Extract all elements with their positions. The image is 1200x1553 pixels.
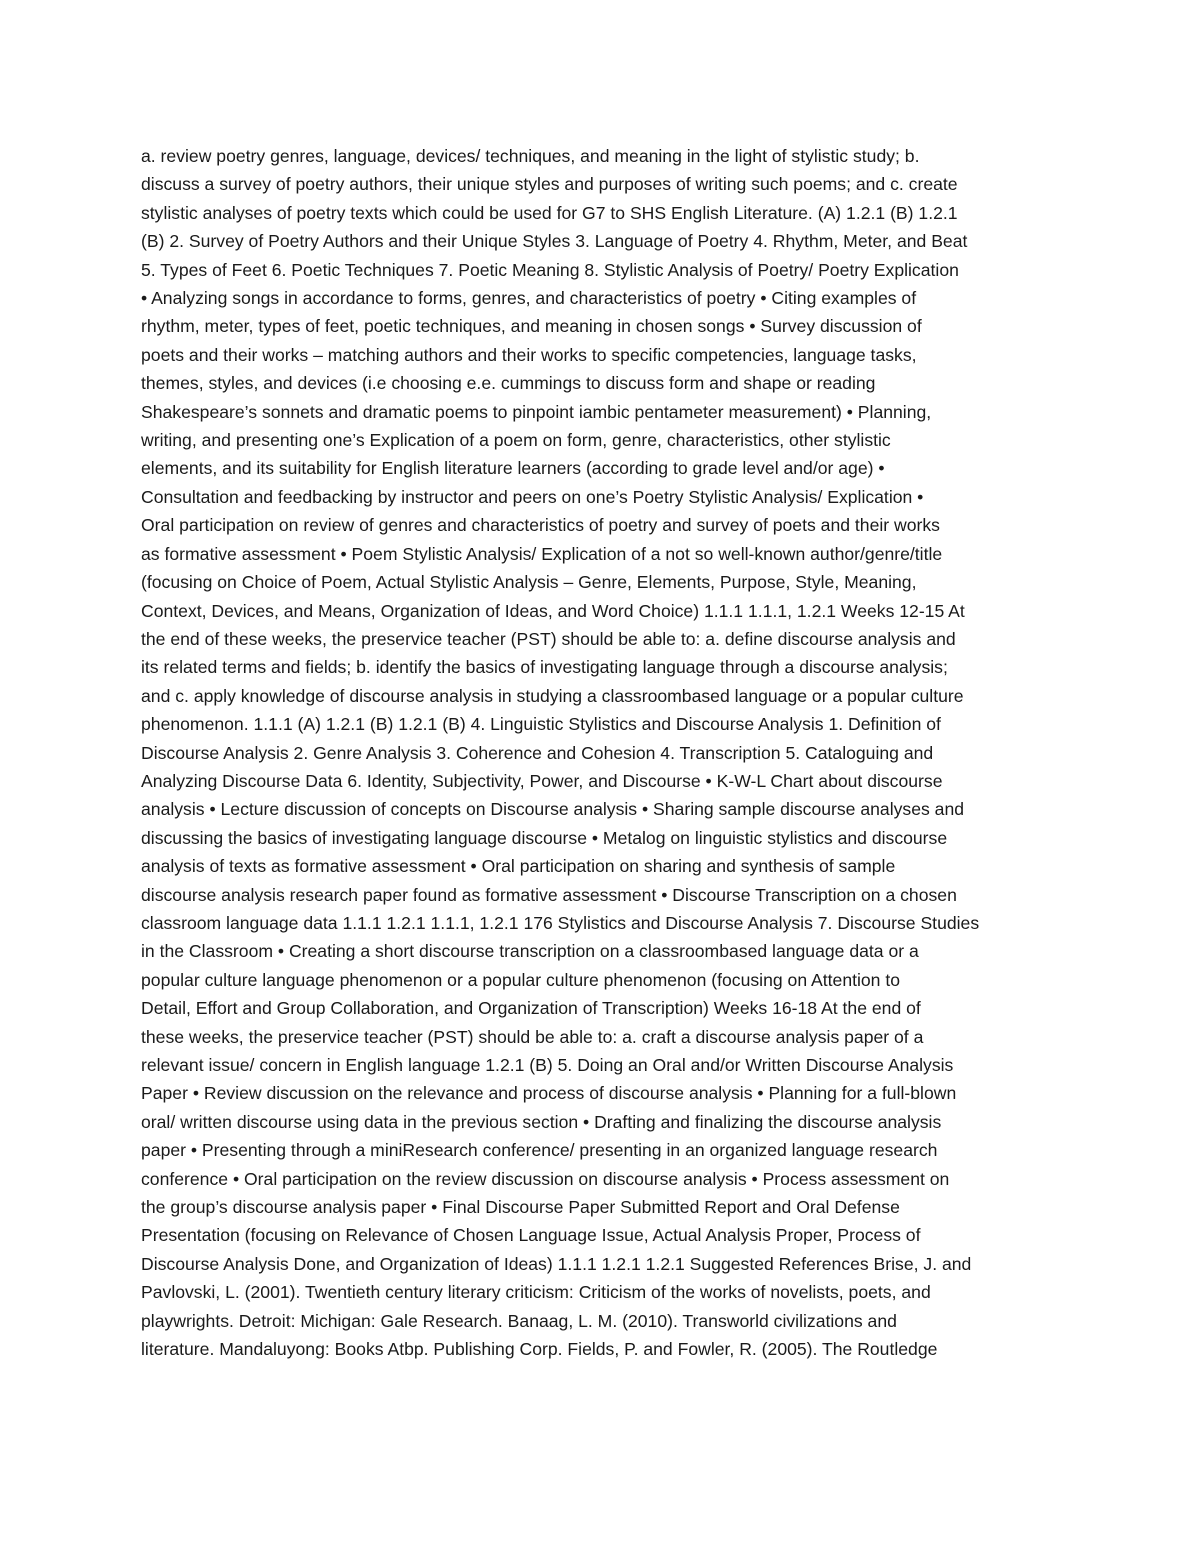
text-line: Discourse Analysis 2. Genre Analysis 3. Coherence and Cohesion 4. Transcription 5. Cataloguing and (141, 742, 934, 763)
text-line: (focusing on Choice of Poem, Actual Stylistic Analysis – Genre, Elements, Purpose, Style, Meaning, (141, 572, 917, 593)
text-line: popular culture language phenomenon or a popular culture phenomenon (focusing on Attention to (141, 969, 901, 990)
text-line: literature. Mandaluyong: Books Atbp. Publishing Corp. Fields, P. and Fowler, R. (2005). The Routledge (141, 1339, 938, 1360)
text-line: • Analyzing songs in accordance to forms, genres, and characteristics of poetry • Citing examples of (141, 288, 917, 309)
text-line: elements, and its suitability for English literature learners (according to grade level and/or age) • (141, 458, 885, 479)
text-line: Detail, Effort and Group Collaboration, and Organization of Transcription) Weeks 16-18 At the end of (141, 998, 921, 1019)
text-line: conference • Oral participation on the review discussion on discourse analysis • Process assessment on (141, 1168, 950, 1189)
text-line: themes, styles, and devices (i.e choosing e.e. cummings to discuss form and shape or reading (141, 373, 876, 394)
text-line: discuss a survey of poetry authors, their unique styles and purposes of writing such poems; and c. create (141, 174, 958, 195)
text-line: Consultation and feedbacking by instructor and peers on one’s Poetry Stylistic Analysis/ Explication • (141, 486, 924, 507)
text-line: Discourse Analysis Done, and Organization of Ideas) 1.1.1 1.2.1 1.2.1 Suggested References Brise, J. and (141, 1253, 972, 1274)
text-line: the end of these weeks, the preservice teacher (PST) should be able to: a. define discourse analysis and (141, 628, 956, 649)
text-line: as formative assessment • Poem Stylistic Analysis/ Explication of a not so well-known author/genre/title (141, 543, 943, 564)
text-line: Paper • Review discussion on the relevance and process of discourse analysis • Planning for a full-blown (141, 1083, 957, 1104)
text-line: 5. Types of Feet 6. Poetic Techniques 7. Poetic Meaning 8. Stylistic Analysis of Poetry/ Poetry Explication (141, 259, 959, 280)
text-line: writing, and presenting one’s Explication of a poem on form, genre, characteristics, other stylistic (141, 430, 891, 451)
text-line: Analyzing Discourse Data 6. Identity, Subjectivity, Power, and Discourse • K-W-L Chart about discourse (141, 770, 943, 791)
text-line: (B) 2. Survey of Poetry Authors and their Unique Styles 3. Language of Poetry 4. Rhythm, Meter, and Beat (141, 231, 968, 252)
text-line: Presentation (focusing on Relevance of Chosen Language Issue, Actual Analysis Proper, Process of (141, 1225, 921, 1246)
text-line: Context, Devices, and Means, Organization of Ideas, and Word Choice) 1.1.1 1.1.1, 1.2.1 Weeks 12-15 At (141, 600, 965, 621)
text-line: and c. apply knowledge of discourse analysis in studying a classroombased language or a popular culture (141, 685, 964, 706)
text-line: paper • Presenting through a miniResearch conference/ presenting in an organized language research (141, 1140, 938, 1161)
text-line: Oral participation on review of genres and characteristics of poetry and survey of poets and their works (141, 515, 940, 536)
text-line: Pavlovski, L. (2001). Twentieth century literary criticism: Criticism of the works of novelists, poets, and (141, 1282, 931, 1303)
text-line: playwrights. Detroit: Michigan: Gale Research. Banaag, L. M. (2010). Transworld civilizations and (141, 1310, 897, 1331)
body-paragraph (141, 142, 1061, 1363)
text-line: these weeks, the preservice teacher (PST) should be able to: a. craft a discourse analysis paper of a (141, 1026, 924, 1047)
text-line: analysis • Lecture discussion of concepts on Discourse analysis • Sharing sample discourse analyses and (141, 799, 965, 820)
text-line: in the Classroom • Creating a short discourse transcription on a classroombased language data or a (141, 941, 919, 962)
text-line: rhythm, meter, types of feet, poetic techniques, and meaning in chosen songs • Survey discussion of (141, 316, 922, 337)
text-line: poets and their works – matching authors and their works to specific competencies, language tasks, (141, 344, 917, 365)
text-line: a. review poetry genres, language, devices/ techniques, and meaning in the light of stylistic study; b. (141, 146, 920, 166)
text-line: phenomenon. 1.1.1 (A) 1.2.1 (B) 1.2.1 (B) 4. Linguistic Stylistics and Discourse Analysis 1. Definition of (141, 714, 941, 735)
text-line: relevant issue/ concern in English language 1.2.1 (B) 5. Doing an Oral and/or Written Discourse Analysis (141, 1055, 954, 1075)
text-line: its related terms and fields; b. identify the basics of investigating language through a discourse analysis; (141, 657, 948, 678)
text-line: Shakespeare’s sonnets and dramatic poems to pinpoint iambic pentameter measurement) • Planning, (141, 401, 932, 422)
text-line: discussing the basics of investigating language discourse • Metalog on linguistic stylistics and discourse (141, 827, 948, 848)
text-line: the group’s discourse analysis paper • Final Discourse Paper Submitted Report and Oral Defense (141, 1197, 900, 1218)
text-line: discourse analysis research paper found as formative assessment • Discourse Transcription on a chosen (141, 884, 957, 905)
text-line: analysis of texts as formative assessment • Oral participation on sharing and synthesis of sample (141, 856, 896, 877)
text-line: classroom language data 1.1.1 1.2.1 1.1.1, 1.2.1 176 Stylistics and Discourse Analysis 7. Discourse Studies (141, 912, 980, 933)
text-line: stylistic analyses of poetry texts which could be used for G7 to SHS English Literature. (A) 1.2.1 (B) 1.2.1 (141, 202, 958, 223)
text-line: oral/ written discourse using data in the previous section • Drafting and finalizing the discourse analysis (141, 1111, 942, 1132)
